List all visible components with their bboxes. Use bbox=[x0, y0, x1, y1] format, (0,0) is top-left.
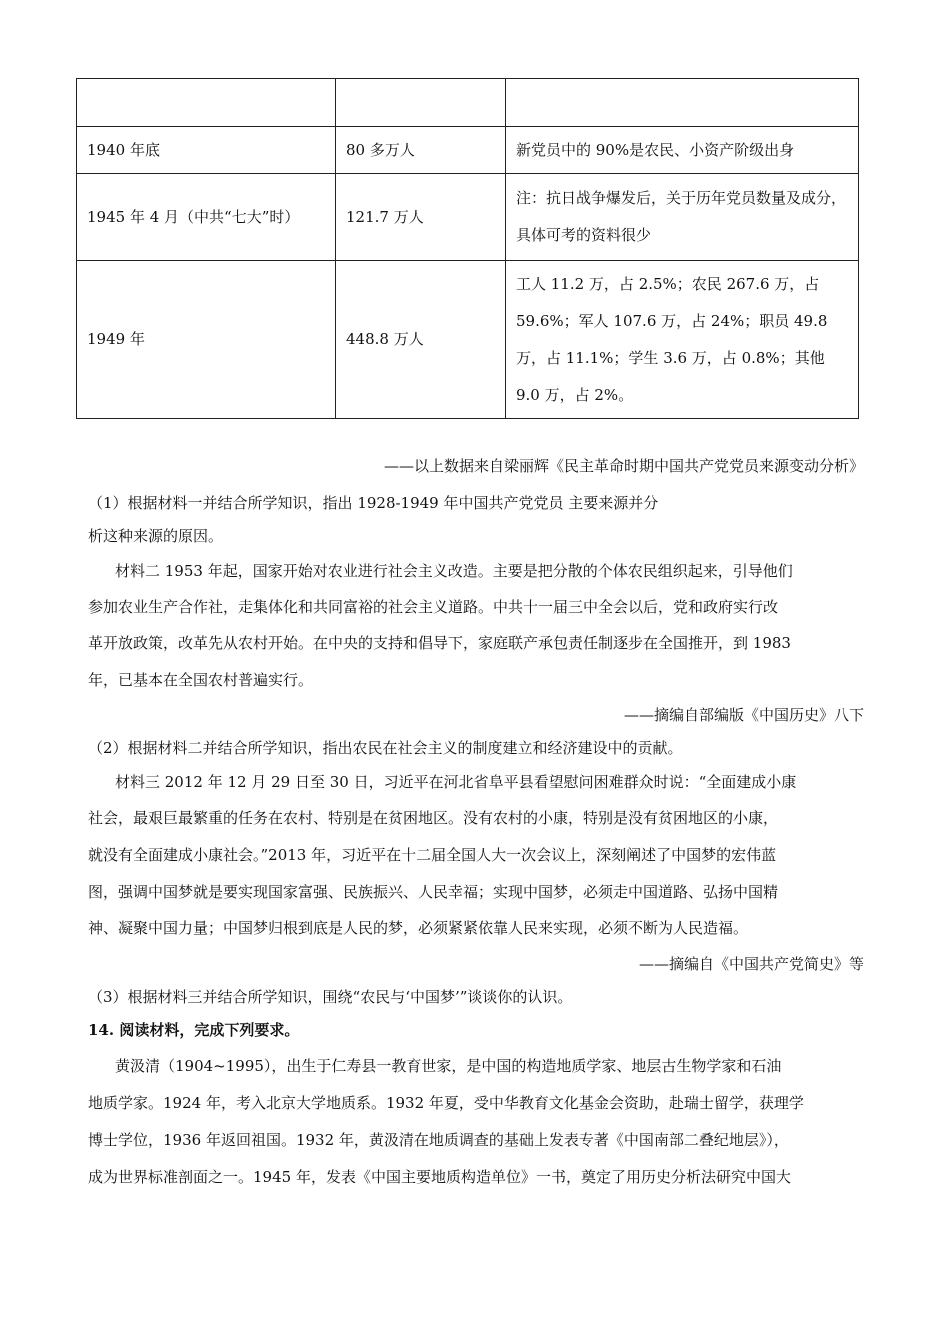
period-cell: 1949 年 bbox=[77, 261, 336, 419]
period-cell bbox=[77, 79, 336, 127]
material-2-line: 革开放政策，改革先从农村开始。在中央的支持和倡导下，家庭联产承包责任制逐步在全国推开，到 1983 bbox=[88, 634, 791, 652]
note-cell bbox=[506, 79, 859, 127]
question-2: （2）根据材料二并结合所学知识，指出农民在社会主义的制度建立和经济建设中的贡献。 bbox=[88, 739, 683, 757]
material-2-line: 年，已基本在全国农村普遍实行。 bbox=[88, 671, 314, 689]
question-1-line-2: 析这种来源的原因。 bbox=[88, 527, 224, 545]
period-cell: 1945 年 4 月（中共“七大”时） bbox=[77, 174, 336, 261]
source-citation-1: ——以上数据来自梁丽辉《民主革命时期中国共产党党员来源变动分析》 bbox=[383, 457, 864, 475]
material-3-line: 材料三 2012 年 12 月 29 日至 30 日，习近平在河北省阜平县看望慰问困难群众时说：“全面建成小康 bbox=[115, 773, 797, 791]
paragraph-14-line: 成为世界标准剖面之一。1945 年，发表《中国主要地质构造单位》一书，奠定了用历史分析法研究中国大 bbox=[88, 1168, 791, 1186]
note-cell: 工人 11.2 万，占 2.5%；农民 267.6 万，占 59.6%；军人 107.6 万，占 24%；职员 49.8 万，占 11.1%；学生 3.6 万，占 0.8%；其他 9.0 万，占 2%。 bbox=[506, 261, 859, 419]
count-cell: 121.7 万人 bbox=[336, 174, 506, 261]
material-3-line: 神、凝聚中国力量；中国梦归根到底是人民的梦，必须紧紧依靠人民来实现，必须不断为人民造福。 bbox=[88, 919, 749, 937]
source-citation-3: ——摘编自《中国共产党简史》等 bbox=[638, 955, 864, 973]
party-member-table bbox=[76, 78, 859, 419]
period-cell: 1940 年底 bbox=[77, 127, 336, 174]
table-row bbox=[77, 174, 859, 261]
count-cell: 80 多万人 bbox=[336, 127, 506, 174]
material-3-line: 就没有全面建成小康社会。”2013 年，习近平在十二届全国人大一次会议上，深刻阐述了中国梦的宏伟蓝 bbox=[88, 846, 777, 864]
question-3: （3）根据材料三并结合所学知识，围绕“农民与‘中国梦’”谈谈你的认识。 bbox=[88, 988, 573, 1006]
note-cell: 新党员中的 90%是农民、小资产阶级出身 bbox=[506, 127, 859, 174]
note-cell: 注：抗日战争爆发后，关于历年党员数量及成分，具体可考的资料很少 bbox=[506, 174, 859, 261]
table-row bbox=[77, 127, 859, 174]
material-3-line: 图，强调中国梦就是要实现国家富强、民族振兴、人民幸福；实现中国梦，必须走中国道路、弘扬中国精 bbox=[88, 883, 779, 901]
count-cell: 448.8 万人 bbox=[336, 261, 506, 419]
material-2-line: 材料二 1953 年起，国家开始对农业进行社会主义改造。主要是把分散的个体农民组织起来，引导他们 bbox=[115, 562, 793, 580]
table-row bbox=[77, 79, 859, 127]
question-14-title: 14. 阅读材料，完成下列要求。 bbox=[88, 1021, 300, 1039]
material-2-line: 参加农业生产合作社，走集体化和共同富裕的社会主义道路。中共十一届三中全会以后，党和政府实行改 bbox=[88, 598, 779, 616]
material-3-line: 社会，最艰巨最繁重的任务在农村、特别是在贫困地区。没有农村的小康，特别是没有贫困地区的小康， bbox=[88, 809, 779, 827]
paragraph-14-line: 博士学位，1936 年返回祖国。1932 年，黄汲清在地质调查的基础上发表专著《中国南部二叠纪地层》）， bbox=[88, 1131, 789, 1149]
paragraph-14-line: 地质学家。1924 年，考入北京大学地质系。1932 年夏，受中华教育文化基金会资助，赴瑞士留学，获理学 bbox=[88, 1094, 804, 1112]
table-row bbox=[77, 261, 859, 419]
question-1-line-1: （1）根据材料一并结合所学知识，指出 1928-1949 年中国共产党党员 主要来源并分 bbox=[88, 494, 659, 512]
source-citation-2: ——摘编自部编版《中国历史》八下 bbox=[623, 706, 864, 724]
paragraph-14-line: 黄汲清（1904~1995），出生于仁寿县一教育世家，是中国的构造地质学家、地层古生物学家和石油 bbox=[115, 1057, 782, 1075]
count-cell bbox=[336, 79, 506, 127]
